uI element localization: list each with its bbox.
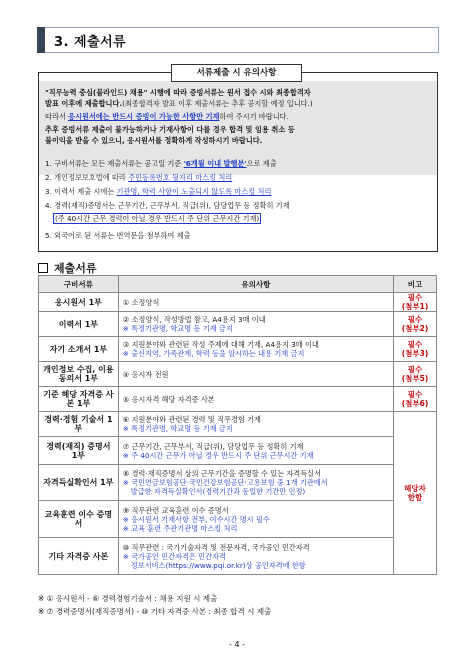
doc-line: ④ 응시자 전원 (122, 369, 169, 379)
submission-title (38, 260, 97, 276)
doc-line: ⑥ 지원분야와 관련된 경력 및 직무경험 기재 (122, 415, 261, 424)
doc-name: 경력(재직) 증명서 1부 (39, 437, 119, 465)
doc-line: ③ 지원분야와 관련된 작성 주제에 대해 기재, A4용지 3매 이내 (122, 340, 319, 349)
doc-notes (118, 362, 393, 387)
submission-title-text: 제출서류 (54, 262, 97, 275)
doc-notes (118, 437, 393, 465)
notice-p2c: 하여 주시기 바랍니다. (219, 112, 289, 121)
doc-line: ① 소정양식 (122, 297, 160, 307)
notice-p1-line2 (45, 99, 313, 108)
section-header-accent (37, 27, 45, 53)
table-row (39, 387, 437, 412)
doc-line: ⑧ 경력·재직증명서 상의 근무기간을 증명할 수 있는 자격득실서 (122, 469, 322, 478)
doc-name: 이력서 1부 (39, 312, 119, 337)
notice-item-1b: '6개월 이내 발행분' (183, 159, 247, 168)
notice-item-4-sub (53, 214, 261, 223)
notice-p1-line2a: 발표 이후에 제출합니다. (45, 99, 123, 108)
notice-p2b: 응시원서에는 반드시 증빙이 가능한 사항만 기재 (68, 112, 220, 121)
notice-item-1 (45, 159, 277, 168)
doc-notes (118, 465, 393, 501)
table-row (39, 312, 437, 337)
doc-note: ※ 주 40시간 근무가 아닐 경우 반드시 주 단위 근무시간 기재 (122, 450, 314, 460)
table-row (39, 538, 437, 575)
notice-item-2a: 2. 개인정보보호법에 따라 (45, 173, 129, 182)
notice-item-3a: 3. 이력서 제출 시에는 (45, 187, 117, 196)
notice-item-2 (45, 173, 232, 182)
table-row (39, 293, 437, 312)
doc-remark: 필수 (첨부2) (394, 312, 437, 337)
notice-p2 (45, 112, 289, 121)
notice-title: 서류제출 시 유의사항 (171, 64, 302, 82)
doc-note: ※ 국민연금보험공단·국민건강보험공단·고용보험 중 1개 기관에서 (122, 478, 328, 487)
table-row (39, 362, 437, 387)
notice-item-4: 4. 경력(재직)증명서는 근무기간, 근무부서, 직급(위), 담당업무 등 정확히 기재 (45, 201, 290, 210)
doc-note: ※ 응시원서 기재사항 전부, 이수시간 명시 필수 (122, 514, 270, 524)
doc-name: 개인정보 수집, 이용동의서 1부 (39, 362, 119, 387)
doc-line: ⑦ 근무기간, 근무부서, 직급(위), 담당업무 등 정확히 기재 (122, 441, 304, 451)
notice-p2a: 따라서 (45, 112, 69, 121)
footnote-2: ※ ⑦ 경력증명서(재직증명서) - ⑩ 기타 자격증 사본 : 최종 합격 시 제출 (38, 607, 272, 616)
table-row (39, 412, 437, 437)
table-header-row (39, 276, 437, 293)
footnote-1: ※ ① 응시원서 - ⑥ 경력경험기술서 : 채용 지원 시 제출 (38, 594, 218, 603)
notice-p1-line2b: (최종합격자 발표 이후 제출서류는 추후 공지할 예정 입니다.) (122, 99, 313, 108)
page-number: - 4 - (229, 640, 245, 649)
notice-box (38, 72, 438, 252)
notice-p3-line1: 추후 증빙서류 제출이 불가능하거나 기재사항이 다를 경우 합격 및 임용 취소 등 (45, 125, 295, 134)
doc-name: 응시원서 1부 (39, 293, 119, 312)
doc-notes (118, 387, 393, 412)
table-row (39, 501, 437, 538)
table-row (39, 337, 437, 362)
doc-name: 경력·경험 기술서 1부 (39, 412, 119, 437)
notice-item-3 (45, 187, 271, 196)
header-notes: 유의사항 (118, 276, 393, 293)
notice-item-5: 5. 외국어로 된 서류는 번역문을 첨부하여 제출 (45, 231, 191, 240)
doc-name: 자격득실확인서 1부 (39, 465, 119, 501)
notice-item-1c: 으로 제출 (246, 159, 277, 168)
doc-line: ⑩ 직무관련 : 국가기술자격 및 전문자격, 국가공인 민간자격 (122, 542, 310, 552)
doc-line: ② 소정양식, 작성방법 참고, A4용지 3매 이내 (122, 315, 266, 324)
doc-notes (118, 337, 393, 362)
doc-name: 기타 자격증 사본 (39, 538, 119, 575)
checkbox-square-icon (38, 263, 48, 273)
doc-remark: 필수 (첨부5) (394, 362, 437, 387)
doc-notes (118, 293, 393, 312)
doc-line: ⑤ 응시자격 해당 자격증 사본 (122, 394, 215, 404)
section-title: 3. 제출서류 (54, 35, 127, 50)
notice-item-3b: 기관명, 학력 사항이 노출되지 않도록 마스킹 처리 (116, 187, 272, 196)
notice-p3-line2: 불이익을 받을 수 있으니, 응시원서를 정확하게 작성하시기 바랍니다. (45, 136, 263, 145)
doc-note: 발급한 자격득실확인서(경력기간과 동일한 기간만 인정) (130, 487, 306, 496)
table-row (39, 465, 437, 501)
doc-note: 정보서비스(https://www.pqi.or.kr)상 공인자격에 한함 (130, 560, 306, 570)
doc-remark: 해당자 한함 (394, 412, 437, 575)
doc-line: ⑨ 직무관련 교육훈련 이수 증명서 (122, 505, 229, 515)
doc-name: 자기 소개서 1부 (39, 337, 119, 362)
doc-note: ※ 특정기관명, 학교명 등 기재 금지 (122, 324, 233, 333)
doc-name: 교육훈련 이수 증명서 (39, 501, 119, 538)
doc-remark: 필수 (첨부1) (394, 293, 437, 312)
notice-p1-line1: "직무능력 중심(블라인드) 채용" 시행에 따라 증빙서류는 원서 접수 시와 최종합격자 (45, 88, 311, 97)
doc-notes (118, 412, 393, 437)
doc-note: ※ 출신지역, 가족관계, 학력 등을 암시하는 내용 기재 금지 (122, 349, 305, 358)
doc-note: ※ 교육 훈련 주관기관명 마스킹 처리 (122, 523, 238, 533)
doc-remark: 필수 (첨부3) (394, 337, 437, 362)
header-remarks: 비고 (394, 276, 437, 293)
doc-name: 기준 해당 자격증 사본 1부 (39, 387, 119, 412)
doc-notes (118, 538, 393, 575)
table-row (39, 437, 437, 465)
doc-note: ※ 특정기관명, 학교명 등 기재 금지 (122, 424, 233, 433)
notice-item-4-sub-text: (주 40시간 근무 경력이 아닐 경우 반드시 주 단위 근무시간 기재) (55, 214, 260, 223)
doc-note: ※ 국가공인 민간자격은 민간자격 (122, 551, 226, 561)
notice-item-1a: 1. 구비서류는 모든 제출서류는 공고일 기준 (45, 159, 184, 168)
doc-remark: 필수 (첨부6) (394, 387, 437, 412)
section-header (37, 27, 439, 53)
doc-notes (118, 501, 393, 538)
notice-item-2b: 주민등록번호 뒷자리 마스킹 처리 (128, 173, 233, 182)
documents-table (38, 275, 437, 575)
header-documents: 구비서류 (39, 276, 119, 293)
doc-notes (118, 312, 393, 337)
